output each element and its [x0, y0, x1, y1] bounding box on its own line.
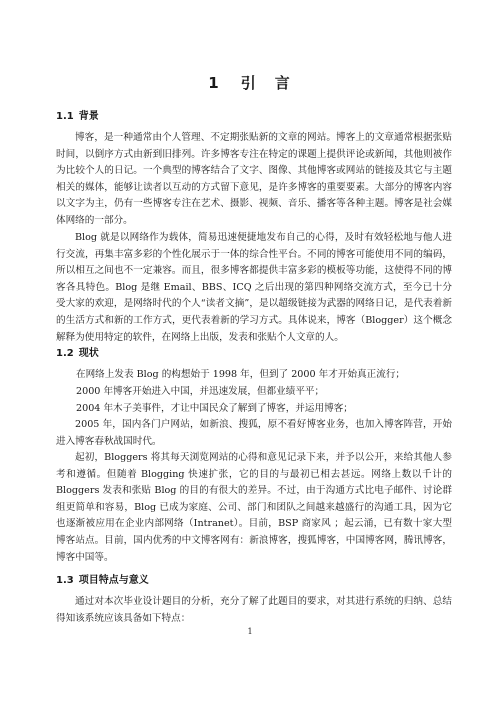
section-number: 1.3: [56, 575, 74, 586]
paragraph-blog-definition: 博客，是一种通常由个人管理、不定期张贴新的文章的网站。博客上的文章通常根据张贴时间，以倒序方式由新到旧排列。许多博客专注在特定的课题上提供评论或新闻，其他则被作为比较个人的日记。一个典型的博客结合了文字、图像、其他博客或网站的链接及其它与主题相关的媒体，能够让读者以互动的方式留下意见，是许多博客的重要要素。大部分的博客内容以文字为主，仍有一些博客专注在艺术、摄影、视频、音乐、播客等各种主题。博客是社会媒体网络的一部分。: [56, 132, 452, 226]
timeline-line: 2004 年木子美事件，才让中国民众了解到了博客，并运用博客；: [76, 403, 353, 414]
section-title: 现状: [78, 348, 99, 359]
section-heading-features: [56, 571, 149, 586]
chapter-title: [0, 72, 500, 93]
timeline-line-wrapped: 2005 年，国内各门户网站，如新浪、搜狐，原不看好博客业务，也加入博客阵营，开始进入博客春秋战国时代。: [56, 419, 452, 447]
paragraph-bloggers: 起初，Bloggers 将其每天浏览网站的心得和意见记录下来，并予以公开，来给其他人参考和遵循。但随着 Blogging 快速扩张，它的目的与最初已相去甚远。网络上数以千计的 Bloggers 发表和张贴 Blog 的目的有很大的差异。不过，由于沟通方式比电子邮件、讨论群组更简单和容易，Blog 已成为家庭、公司、部门和团队之间越来越盛行的沟通工具，因为它也逐渐被应用在企业内部网络（Intranet）。目前，BSP 商家风 ；起云涌，已有数十家大型博客站点。目前，国内优秀的中文博客网有：新浪博客，搜狐博客，中国博客网，腾讯博客，博客中国等。: [56, 452, 452, 563]
page-number: 1: [247, 627, 253, 636]
section-number: 1.2: [56, 348, 74, 359]
paragraph-blog-platform: Blog 就是以网络作为载体，简易迅速便捷地发布自己的心得，及时有效轻松地与他人进行交流，再集丰富多彩的个性化展示于一体的综合性平台。不同的博客可能使用不同的编码，所以相互之间也不一定兼容。而且，很多博客都提供丰富多彩的模板等功能，这使得不同的博客各具特色。Blog 是继 Email、BBS、ICQ 之后出现的第四种网络交流方式，至今已十分受大家的欢迎，是网络时代的个人“读者文摘”，是以超级链接为武器的网络日记，是代表着新的生活方式和新的工作方式，更代表着新的学习方式。具体说来，博客（Blogger）这个概念解释为使用特定的软件，在网络上出版，发表和张贴个人文章的人。: [56, 232, 452, 343]
section-title: 背景: [78, 111, 99, 122]
timeline-line: 2000 年博客开始进入中国，并迅速发展，但都业绩平平；: [76, 386, 325, 397]
section-title: 项目特点与意义: [78, 575, 149, 586]
paragraph-project-features: 通过对本次毕业设计题目的分析，充分了解了此题目的要求，对其进行系统的归纳、总结得知该系统应该具备如下特点：: [56, 596, 452, 624]
chapter-title-text: 引 言: [240, 74, 292, 92]
timeline-line: 在网络上发表 Blog 的构想始于 1998 年，但到了 2000 年才开始真正流行；: [76, 369, 406, 380]
section-heading-status: [56, 344, 99, 359]
section-number: 1.1: [56, 111, 74, 122]
chapter-number: 1: [208, 74, 221, 92]
section-heading-background: [56, 107, 99, 122]
